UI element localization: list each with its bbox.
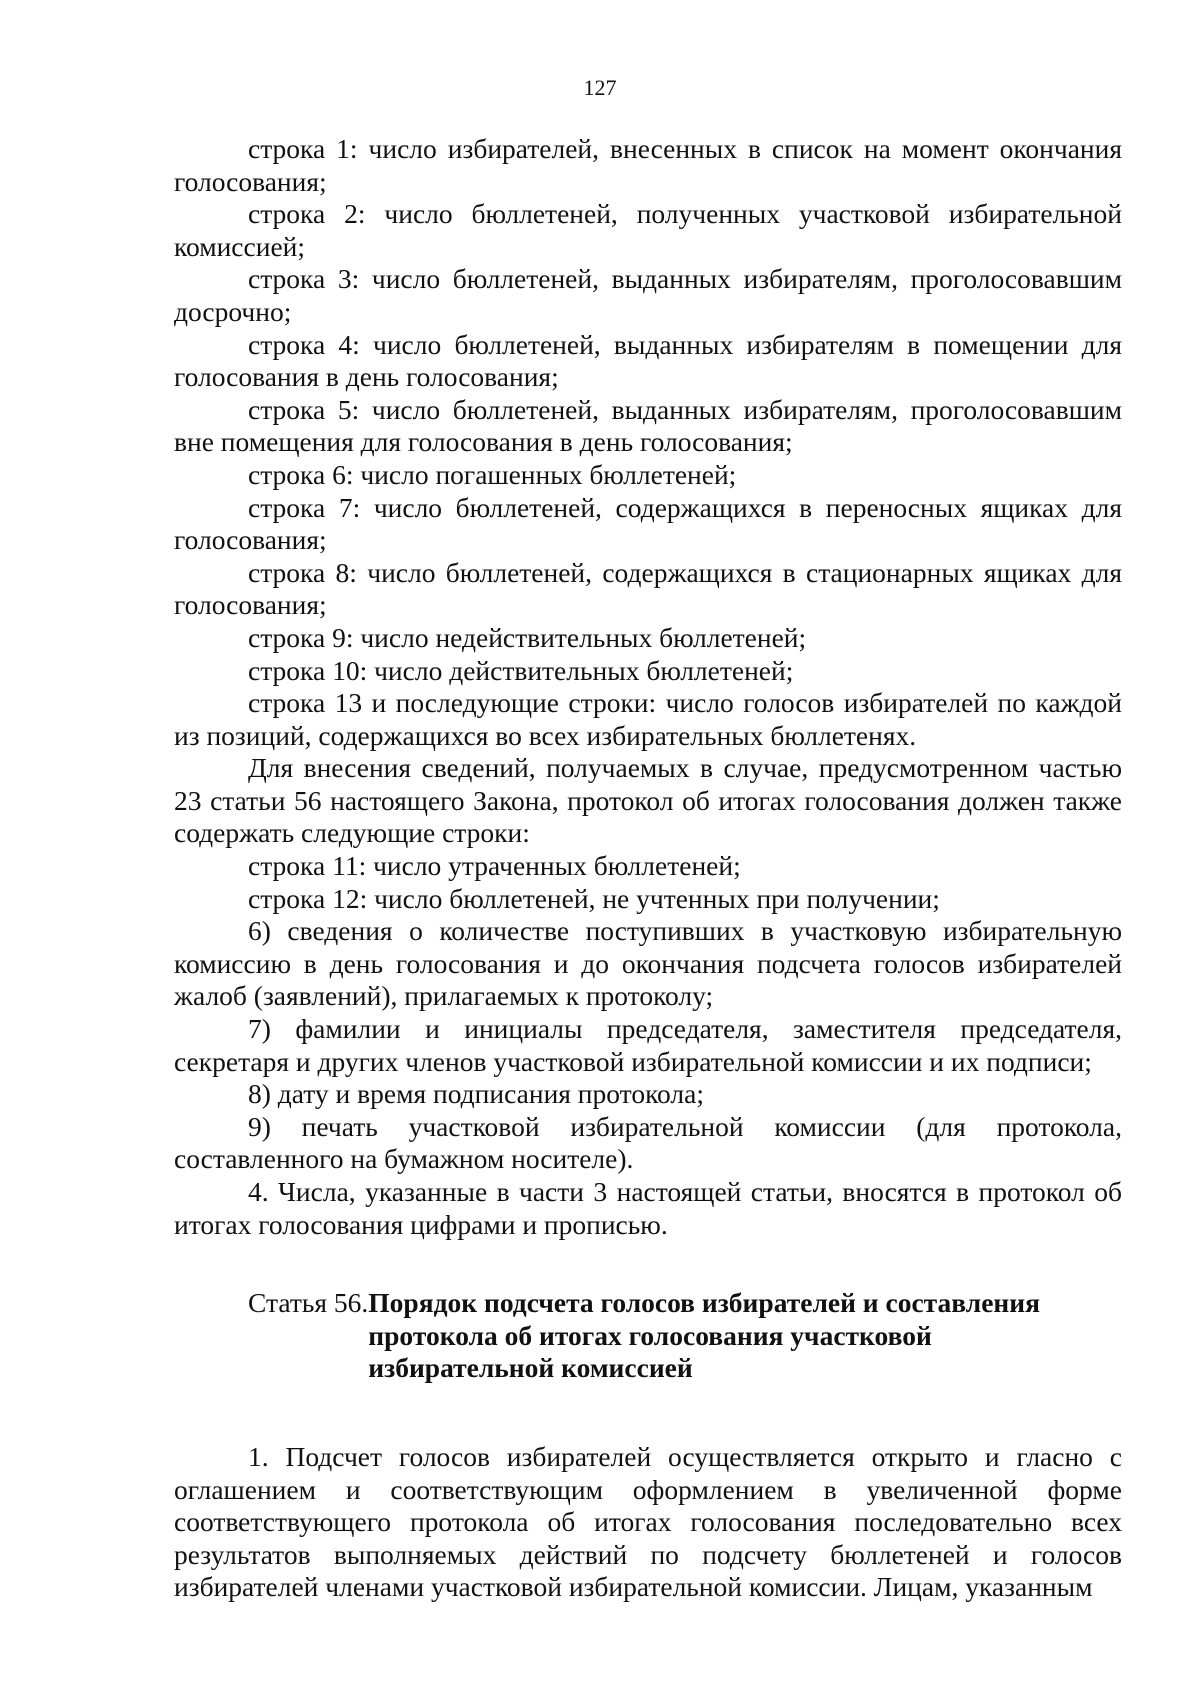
page-number: 127 [583,75,617,100]
paragraph: строка 8: число бюллетеней, содержащихся в стационарных ящиках для голосования; [174,556,1122,621]
article-title: Порядок подсчета голосов избирателей и составления протокола об итогах голосования участковой избирательной комиссией [368,1287,1040,1384]
paragraph: строка 4: число бюллетеней, выданных избирателям в помещении для голосования в день голосования; [174,328,1122,393]
paragraph: 4. Числа, указанные в части 3 настоящей статьи, вносятся в протокол об итогах голосования цифрами и прописью. [174,1176,1122,1240]
paragraph: 6) сведения о количестве поступивших в участковую избирательную комиссию в день голосования и до окончания подсчета голосов избирателей жалоб (заявлений), прилагаемых к протоколу; [174,915,1122,1012]
article-heading [174,1241,1122,1441]
paragraph: строка 5: число бюллетеней, выданных избирателям, проголосовавшим вне помещения для голосования в день голосования; [174,393,1122,458]
paragraph: строка 6: число погашенных бюллетеней; [248,458,737,490]
article-label: Статья 56. [248,1287,369,1319]
paragraph: 9) печать участковой избирательной комиссии (для протокола, составленного на бумажном носителе). [174,1110,1122,1175]
paragraph: строка 12: число бюллетеней, не учтенных при получении; [248,882,940,914]
paragraph: строка 10: число действительных бюллетеней; [248,654,794,686]
paragraph: Для внесения сведений, получаемых в случае, предусмотренном частью 23 статьи 56 настоящего Закона, протокол об итогах голосования должен также содержать следующие строки: [174,752,1122,849]
paragraph: строка 13 и последующие строки: число голосов избирателей по каждой из позиций, содержащихся во всех избирательных бюллетенях. [174,687,1122,751]
paragraph: 7) фамилии и инициалы председателя, заместителя председателя, секретаря и других членов участковой избирательной комиссии и их подписи; [174,1013,1122,1077]
paragraph: 1. Подсчет голосов избирателей осуществляется открыто и гласно с оглашением и соответствующим оформлением в увеличенной форме соответствующего протокола об итогах голосования последовательно всех результатов выполняемых действий по подсчету бюллетеней и голосов избирателей членами участковой избирательной комиссии. Лицам, указанным [174,1440,1122,1603]
paragraph: строка 9: число недействительных бюллетеней; [248,621,807,653]
paragraph: 8) дату и время подписания протокола; [248,1078,704,1110]
document-body [174,133,1122,1604]
paragraph: строка 2: число бюллетеней, полученных участковой избирательной комиссией; [174,198,1122,262]
paragraph: строка 11: число утраченных бюллетеней; [248,850,741,882]
paragraph: строка 1: число избирателей, внесенных в список на момент окончания голосования; [174,133,1122,197]
paragraph: строка 3: число бюллетеней, выданных избирателям, проголосовавшим досрочно; [174,263,1122,327]
paragraph: строка 7: число бюллетеней, содержащихся в переносных ящиках для голосования; [174,491,1122,556]
